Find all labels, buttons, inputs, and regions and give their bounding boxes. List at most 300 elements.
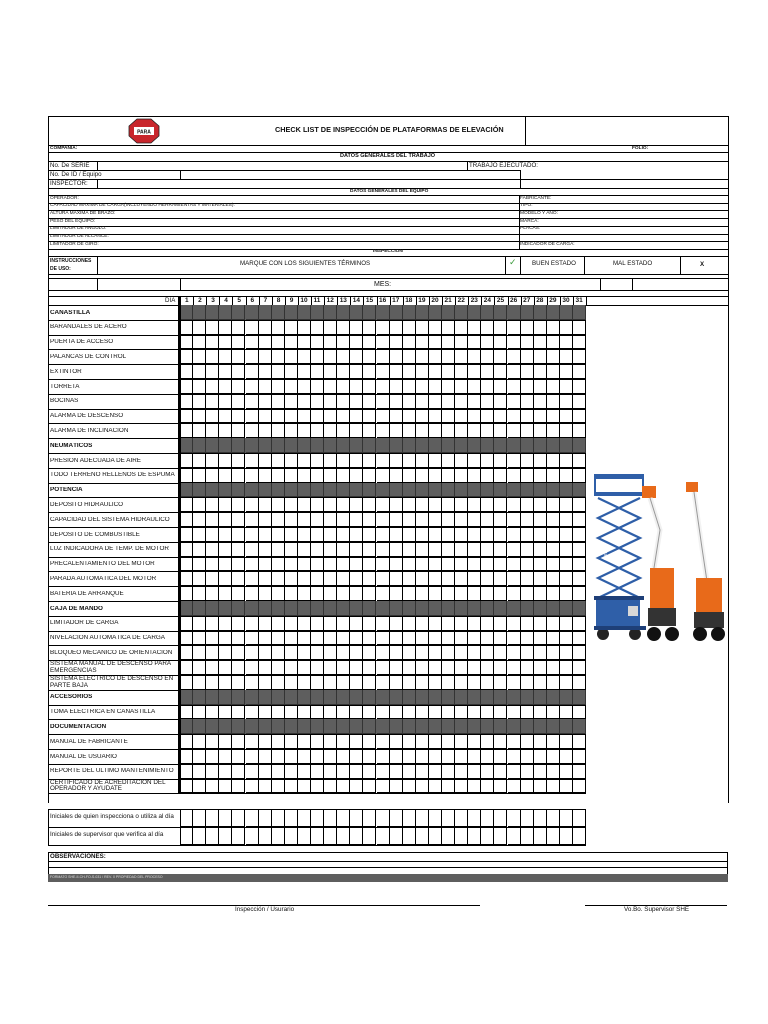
check-cell[interactable] <box>193 660 206 675</box>
check-cell[interactable] <box>193 779 206 794</box>
check-cell[interactable] <box>232 571 245 586</box>
check-cell[interactable] <box>455 705 468 720</box>
check-cell[interactable] <box>494 631 507 646</box>
check-cell[interactable] <box>468 616 481 631</box>
check-cell[interactable] <box>232 349 245 364</box>
check-cell[interactable] <box>521 571 534 586</box>
check-cell[interactable] <box>219 616 232 631</box>
check-cell[interactable] <box>481 586 494 601</box>
check-cell[interactable] <box>560 364 573 379</box>
check-cell[interactable] <box>442 571 455 586</box>
check-cell[interactable] <box>494 453 507 468</box>
check-cell[interactable] <box>272 349 285 364</box>
check-cell[interactable] <box>206 497 219 512</box>
check-cell[interactable] <box>232 423 245 438</box>
check-cell[interactable] <box>298 764 311 779</box>
check-cell[interactable] <box>272 423 285 438</box>
check-cell[interactable] <box>547 660 560 675</box>
check-cell[interactable] <box>219 527 232 542</box>
check-cell[interactable] <box>193 749 206 764</box>
check-cell[interactable] <box>377 364 390 379</box>
check-cell[interactable] <box>272 616 285 631</box>
check-cell[interactable] <box>259 497 272 512</box>
check-cell[interactable] <box>311 675 324 690</box>
check-cell[interactable] <box>508 645 521 660</box>
check-cell[interactable] <box>416 631 429 646</box>
check-cell[interactable] <box>455 438 468 453</box>
check-cell[interactable] <box>206 394 219 409</box>
check-cell[interactable] <box>193 616 206 631</box>
check-cell[interactable] <box>534 749 547 764</box>
check-cell[interactable] <box>442 409 455 424</box>
check-cell[interactable] <box>508 660 521 675</box>
check-cell[interactable] <box>377 779 390 794</box>
check-cell[interactable] <box>272 779 285 794</box>
check-cell[interactable] <box>377 468 390 483</box>
check-cell[interactable] <box>324 571 337 586</box>
check-cell[interactable] <box>481 335 494 350</box>
check-cell[interactable] <box>429 349 442 364</box>
check-cell[interactable] <box>259 542 272 557</box>
check-cell[interactable] <box>311 734 324 749</box>
check-cell[interactable] <box>494 719 507 734</box>
check-cell[interactable] <box>534 409 547 424</box>
check-cell[interactable] <box>298 645 311 660</box>
initials-cell[interactable] <box>363 809 376 827</box>
check-cell[interactable] <box>494 483 507 498</box>
initials-cell[interactable] <box>350 809 363 827</box>
check-cell[interactable] <box>494 571 507 586</box>
check-cell[interactable] <box>560 512 573 527</box>
check-cell[interactable] <box>573 497 586 512</box>
check-cell[interactable] <box>403 497 416 512</box>
check-cell[interactable] <box>337 779 350 794</box>
check-cell[interactable] <box>363 409 376 424</box>
check-cell[interactable] <box>442 423 455 438</box>
check-cell[interactable] <box>180 734 193 749</box>
check-cell[interactable] <box>363 305 376 320</box>
check-cell[interactable] <box>560 423 573 438</box>
check-cell[interactable] <box>390 660 403 675</box>
check-cell[interactable] <box>573 335 586 350</box>
check-cell[interactable] <box>573 675 586 690</box>
check-cell[interactable] <box>468 379 481 394</box>
check-cell[interactable] <box>468 497 481 512</box>
check-cell[interactable] <box>324 423 337 438</box>
check-cell[interactable] <box>521 453 534 468</box>
check-cell[interactable] <box>573 305 586 320</box>
check-cell[interactable] <box>219 675 232 690</box>
check-cell[interactable] <box>521 349 534 364</box>
check-cell[interactable] <box>481 660 494 675</box>
check-cell[interactable] <box>560 631 573 646</box>
check-cell[interactable] <box>324 542 337 557</box>
check-cell[interactable] <box>350 586 363 601</box>
check-cell[interactable] <box>534 320 547 335</box>
check-cell[interactable] <box>206 749 219 764</box>
check-cell[interactable] <box>246 645 259 660</box>
check-cell[interactable] <box>363 320 376 335</box>
check-cell[interactable] <box>350 675 363 690</box>
check-cell[interactable] <box>403 660 416 675</box>
check-cell[interactable] <box>481 645 494 660</box>
check-cell[interactable] <box>534 349 547 364</box>
check-cell[interactable] <box>455 423 468 438</box>
check-cell[interactable] <box>193 394 206 409</box>
check-cell[interactable] <box>363 512 376 527</box>
check-cell[interactable] <box>246 557 259 572</box>
check-cell[interactable] <box>337 705 350 720</box>
check-cell[interactable] <box>481 719 494 734</box>
check-cell[interactable] <box>560 409 573 424</box>
check-cell[interactable] <box>377 675 390 690</box>
check-cell[interactable] <box>272 675 285 690</box>
check-cell[interactable] <box>429 483 442 498</box>
check-cell[interactable] <box>377 349 390 364</box>
check-cell[interactable] <box>180 409 193 424</box>
check-cell[interactable] <box>573 542 586 557</box>
check-cell[interactable] <box>246 586 259 601</box>
check-cell[interactable] <box>219 320 232 335</box>
check-cell[interactable] <box>363 483 376 498</box>
check-cell[interactable] <box>298 586 311 601</box>
check-cell[interactable] <box>442 453 455 468</box>
check-cell[interactable] <box>324 601 337 616</box>
check-cell[interactable] <box>429 453 442 468</box>
check-cell[interactable] <box>350 631 363 646</box>
check-cell[interactable] <box>390 705 403 720</box>
check-cell[interactable] <box>285 616 298 631</box>
check-cell[interactable] <box>403 438 416 453</box>
check-cell[interactable] <box>403 571 416 586</box>
check-cell[interactable] <box>193 409 206 424</box>
check-cell[interactable] <box>219 468 232 483</box>
check-cell[interactable] <box>285 438 298 453</box>
check-cell[interactable] <box>481 527 494 542</box>
check-cell[interactable] <box>272 512 285 527</box>
check-cell[interactable] <box>337 483 350 498</box>
check-cell[interactable] <box>442 364 455 379</box>
check-cell[interactable] <box>468 409 481 424</box>
initials-cell[interactable] <box>324 809 337 827</box>
check-cell[interactable] <box>219 705 232 720</box>
check-cell[interactable] <box>416 409 429 424</box>
check-cell[interactable] <box>363 586 376 601</box>
initials-cell[interactable] <box>494 827 507 845</box>
check-cell[interactable] <box>232 438 245 453</box>
check-cell[interactable] <box>285 468 298 483</box>
check-cell[interactable] <box>272 734 285 749</box>
check-cell[interactable] <box>311 335 324 350</box>
check-cell[interactable] <box>324 675 337 690</box>
check-cell[interactable] <box>416 423 429 438</box>
check-cell[interactable] <box>390 394 403 409</box>
check-cell[interactable] <box>547 690 560 705</box>
check-cell[interactable] <box>350 749 363 764</box>
check-cell[interactable] <box>363 616 376 631</box>
check-cell[interactable] <box>416 616 429 631</box>
check-cell[interactable] <box>534 571 547 586</box>
check-cell[interactable] <box>219 557 232 572</box>
check-cell[interactable] <box>468 483 481 498</box>
check-cell[interactable] <box>377 497 390 512</box>
check-cell[interactable] <box>403 468 416 483</box>
check-cell[interactable] <box>547 409 560 424</box>
check-cell[interactable] <box>206 349 219 364</box>
check-cell[interactable] <box>547 616 560 631</box>
check-cell[interactable] <box>494 335 507 350</box>
check-cell[interactable] <box>468 527 481 542</box>
check-cell[interactable] <box>337 364 350 379</box>
check-cell[interactable] <box>180 557 193 572</box>
check-cell[interactable] <box>363 379 376 394</box>
check-cell[interactable] <box>560 438 573 453</box>
check-cell[interactable] <box>481 734 494 749</box>
check-cell[interactable] <box>259 557 272 572</box>
check-cell[interactable] <box>232 557 245 572</box>
check-cell[interactable] <box>246 438 259 453</box>
check-cell[interactable] <box>350 305 363 320</box>
check-cell[interactable] <box>390 335 403 350</box>
check-cell[interactable] <box>246 379 259 394</box>
check-cell[interactable] <box>508 571 521 586</box>
check-cell[interactable] <box>232 497 245 512</box>
check-cell[interactable] <box>180 645 193 660</box>
initials-cell[interactable] <box>508 827 521 845</box>
check-cell[interactable] <box>285 557 298 572</box>
check-cell[interactable] <box>324 527 337 542</box>
check-cell[interactable] <box>377 335 390 350</box>
check-cell[interactable] <box>246 305 259 320</box>
check-cell[interactable] <box>232 660 245 675</box>
check-cell[interactable] <box>259 468 272 483</box>
check-cell[interactable] <box>324 779 337 794</box>
check-cell[interactable] <box>481 690 494 705</box>
check-cell[interactable] <box>560 719 573 734</box>
check-cell[interactable] <box>442 586 455 601</box>
check-cell[interactable] <box>298 335 311 350</box>
initials-cell[interactable] <box>259 827 272 845</box>
check-cell[interactable] <box>350 423 363 438</box>
check-cell[interactable] <box>311 305 324 320</box>
check-cell[interactable] <box>403 453 416 468</box>
check-cell[interactable] <box>416 305 429 320</box>
check-cell[interactable] <box>508 779 521 794</box>
check-cell[interactable] <box>494 764 507 779</box>
check-cell[interactable] <box>272 557 285 572</box>
check-cell[interactable] <box>363 497 376 512</box>
check-cell[interactable] <box>534 364 547 379</box>
check-cell[interactable] <box>534 719 547 734</box>
initials-cell[interactable] <box>377 809 390 827</box>
check-cell[interactable] <box>324 557 337 572</box>
check-cell[interactable] <box>272 497 285 512</box>
check-cell[interactable] <box>363 690 376 705</box>
check-cell[interactable] <box>259 764 272 779</box>
check-cell[interactable] <box>363 719 376 734</box>
check-cell[interactable] <box>390 409 403 424</box>
check-cell[interactable] <box>534 616 547 631</box>
check-cell[interactable] <box>232 690 245 705</box>
check-cell[interactable] <box>246 542 259 557</box>
check-cell[interactable] <box>298 512 311 527</box>
check-cell[interactable] <box>390 675 403 690</box>
check-cell[interactable] <box>455 675 468 690</box>
check-cell[interactable] <box>232 749 245 764</box>
check-cell[interactable] <box>455 690 468 705</box>
check-cell[interactable] <box>298 779 311 794</box>
check-cell[interactable] <box>429 719 442 734</box>
check-cell[interactable] <box>350 601 363 616</box>
check-cell[interactable] <box>259 364 272 379</box>
check-cell[interactable] <box>403 719 416 734</box>
check-cell[interactable] <box>285 705 298 720</box>
check-cell[interactable] <box>573 645 586 660</box>
check-cell[interactable] <box>390 779 403 794</box>
check-cell[interactable] <box>390 749 403 764</box>
check-cell[interactable] <box>324 586 337 601</box>
check-cell[interactable] <box>193 497 206 512</box>
check-cell[interactable] <box>534 660 547 675</box>
check-cell[interactable] <box>429 379 442 394</box>
check-cell[interactable] <box>180 616 193 631</box>
check-cell[interactable] <box>219 409 232 424</box>
check-cell[interactable] <box>285 512 298 527</box>
check-cell[interactable] <box>180 571 193 586</box>
check-cell[interactable] <box>232 586 245 601</box>
check-cell[interactable] <box>350 512 363 527</box>
check-cell[interactable] <box>311 512 324 527</box>
check-cell[interactable] <box>272 468 285 483</box>
check-cell[interactable] <box>298 305 311 320</box>
check-cell[interactable] <box>534 779 547 794</box>
check-cell[interactable] <box>219 764 232 779</box>
check-cell[interactable] <box>219 690 232 705</box>
check-cell[interactable] <box>403 423 416 438</box>
check-cell[interactable] <box>272 453 285 468</box>
check-cell[interactable] <box>180 423 193 438</box>
check-cell[interactable] <box>468 468 481 483</box>
check-cell[interactable] <box>573 423 586 438</box>
check-cell[interactable] <box>285 379 298 394</box>
check-cell[interactable] <box>219 512 232 527</box>
check-cell[interactable] <box>377 660 390 675</box>
check-cell[interactable] <box>494 557 507 572</box>
check-cell[interactable] <box>272 645 285 660</box>
check-cell[interactable] <box>311 690 324 705</box>
check-cell[interactable] <box>298 379 311 394</box>
check-cell[interactable] <box>285 779 298 794</box>
check-cell[interactable] <box>429 423 442 438</box>
check-cell[interactable] <box>350 734 363 749</box>
check-cell[interactable] <box>377 512 390 527</box>
check-cell[interactable] <box>206 734 219 749</box>
check-cell[interactable] <box>377 749 390 764</box>
check-cell[interactable] <box>311 542 324 557</box>
check-cell[interactable] <box>232 364 245 379</box>
check-cell[interactable] <box>298 601 311 616</box>
initials-cell[interactable] <box>232 809 245 827</box>
check-cell[interactable] <box>534 527 547 542</box>
check-cell[interactable] <box>272 631 285 646</box>
check-cell[interactable] <box>206 631 219 646</box>
check-cell[interactable] <box>494 527 507 542</box>
check-cell[interactable] <box>481 394 494 409</box>
check-cell[interactable] <box>442 497 455 512</box>
check-cell[interactable] <box>363 453 376 468</box>
check-cell[interactable] <box>481 616 494 631</box>
check-cell[interactable] <box>311 320 324 335</box>
check-cell[interactable] <box>560 675 573 690</box>
check-cell[interactable] <box>508 631 521 646</box>
check-cell[interactable] <box>442 645 455 660</box>
check-cell[interactable] <box>508 616 521 631</box>
check-cell[interactable] <box>547 542 560 557</box>
check-cell[interactable] <box>298 705 311 720</box>
check-cell[interactable] <box>494 734 507 749</box>
check-cell[interactable] <box>180 497 193 512</box>
check-cell[interactable] <box>180 453 193 468</box>
check-cell[interactable] <box>416 719 429 734</box>
check-cell[interactable] <box>508 409 521 424</box>
check-cell[interactable] <box>259 586 272 601</box>
check-cell[interactable] <box>521 645 534 660</box>
check-cell[interactable] <box>206 335 219 350</box>
check-cell[interactable] <box>403 734 416 749</box>
check-cell[interactable] <box>560 690 573 705</box>
check-cell[interactable] <box>416 335 429 350</box>
check-cell[interactable] <box>547 557 560 572</box>
check-cell[interactable] <box>429 497 442 512</box>
check-cell[interactable] <box>298 409 311 424</box>
check-cell[interactable] <box>246 749 259 764</box>
check-cell[interactable] <box>246 453 259 468</box>
initials-cell[interactable] <box>219 809 232 827</box>
check-cell[interactable] <box>193 542 206 557</box>
check-cell[interactable] <box>534 497 547 512</box>
check-cell[interactable] <box>455 305 468 320</box>
check-cell[interactable] <box>180 764 193 779</box>
check-cell[interactable] <box>494 423 507 438</box>
check-cell[interactable] <box>429 631 442 646</box>
initials-cell[interactable] <box>298 827 311 845</box>
initials-cell[interactable] <box>560 809 573 827</box>
check-cell[interactable] <box>324 616 337 631</box>
check-cell[interactable] <box>455 764 468 779</box>
check-cell[interactable] <box>311 749 324 764</box>
check-cell[interactable] <box>232 468 245 483</box>
check-cell[interactable] <box>206 616 219 631</box>
check-cell[interactable] <box>193 305 206 320</box>
check-cell[interactable] <box>403 616 416 631</box>
check-cell[interactable] <box>272 305 285 320</box>
check-cell[interactable] <box>377 557 390 572</box>
check-cell[interactable] <box>219 364 232 379</box>
check-cell[interactable] <box>337 764 350 779</box>
initials-cell[interactable] <box>534 827 547 845</box>
check-cell[interactable] <box>377 542 390 557</box>
check-cell[interactable] <box>547 320 560 335</box>
check-cell[interactable] <box>311 423 324 438</box>
check-cell[interactable] <box>219 394 232 409</box>
check-cell[interactable] <box>298 616 311 631</box>
check-cell[interactable] <box>337 690 350 705</box>
check-cell[interactable] <box>219 423 232 438</box>
check-cell[interactable] <box>193 557 206 572</box>
check-cell[interactable] <box>193 601 206 616</box>
check-cell[interactable] <box>219 631 232 646</box>
check-cell[interactable] <box>455 571 468 586</box>
